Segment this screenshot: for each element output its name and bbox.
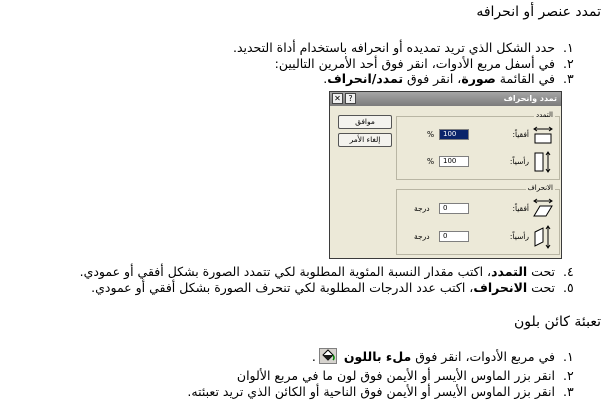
step-fill-2 [237, 368, 577, 383]
close-icon[interactable]: ✕ [332, 93, 343, 104]
menu-name-image: صورة [461, 71, 496, 86]
section-title-fill-color: تعبئة كائن بلون [513, 314, 601, 330]
step-text: . [311, 349, 316, 364]
skew-horizontal-unit: درجة [414, 204, 430, 213]
skew-horizontal-input[interactable]: 0 [439, 203, 469, 214]
stretch-vertical-label: رأسياً: [509, 157, 529, 166]
skew-horizontal-icon [532, 198, 554, 218]
skew-vertical-label: رأسياً: [509, 232, 529, 241]
stretch-horizontal-icon [532, 126, 554, 144]
step-number: ٢. [563, 368, 574, 383]
step-text: في القائمة [495, 71, 555, 86]
step-3 [323, 71, 577, 86]
step-4 [80, 264, 577, 279]
step-number: ٥. [563, 280, 574, 295]
step-1 [233, 40, 577, 55]
command-stretch-skew: تمدد/انحراف [327, 71, 404, 86]
skew-vertical-icon [534, 224, 552, 250]
step-text: انقر بزر الماوس الأيسر أو الأيمن فوق الناحية أو الكائن الذي تريد تعبئته. [187, 384, 555, 399]
stretch-horizontal-label: أفقياً: [512, 130, 529, 139]
step-number: ١. [563, 40, 574, 55]
step-number: ٤. [563, 264, 574, 279]
step-number: ١. [563, 349, 574, 364]
skew-vertical-unit: درجة [414, 232, 430, 241]
step-text: تحت [527, 280, 555, 295]
skew-group [396, 184, 560, 255]
section-title-stretch-skew: تمدد عنصر أو انحرافه [476, 4, 601, 20]
step-text: حدد الشكل الذي تريد تمديده أو انحرافه باستخدام أداة التحديد. [232, 40, 555, 55]
stretch-group-label: التمدد [535, 111, 553, 119]
ok-button[interactable]: موافق [338, 115, 392, 129]
step-5 [91, 280, 577, 295]
step-text: ، اكتب مقدار النسبة المئوية المطلوبة لكي تتمدد الصورة بشكل أفقي أو عمودي. [79, 264, 492, 279]
step-text: في مربع الأدوات، انقر فوق [411, 349, 555, 364]
stretch-group [396, 111, 560, 180]
term-stretch: التمدد [491, 264, 528, 279]
step-text: تحت [527, 264, 555, 279]
step-text: ، اكتب عدد الدرجات المطلوبة لكي تنحرف الصورة بشكل أفقي أو عمودي. [91, 280, 474, 295]
step-text: في أسفل مربع الأدوات، انقر فوق أحد الأمرين التاليين: [274, 56, 555, 71]
cancel-button[interactable]: إلغاء الأمر [338, 133, 392, 147]
step-fill-3 [187, 384, 577, 399]
stretch-skew-dialog [329, 91, 562, 259]
step-number: ٣. [563, 71, 574, 86]
step-number: ٢. [563, 56, 574, 71]
step-text: . [323, 71, 328, 86]
stretch-horizontal-unit: % [427, 130, 435, 139]
help-icon[interactable]: ? [345, 93, 356, 104]
step-2 [275, 56, 577, 71]
skew-horizontal-label: أفقياً: [512, 204, 529, 213]
stretch-vertical-input[interactable]: 100 [439, 156, 469, 167]
stretch-horizontal-input[interactable]: 100 [439, 129, 469, 140]
dialog-title: تمدد وانحراف [503, 94, 557, 103]
stretch-vertical-icon [534, 150, 552, 174]
stretch-vertical-unit: % [427, 157, 435, 166]
term-skew: الانحراف [473, 280, 528, 295]
step-text: ، انقر فوق [403, 71, 462, 86]
step-number: ٣. [563, 384, 574, 399]
step-text: انقر بزر الماوس الأيسر أو الأيمن فوق لون ما في مربع الألوان [236, 368, 555, 383]
skew-group-label: الانحراف [527, 184, 553, 192]
step-fill-1 [312, 348, 577, 367]
dialog-titlebar [330, 92, 561, 106]
fill-bucket-icon [319, 348, 337, 367]
tool-fill-with-color: ملء باللون [343, 349, 412, 364]
skew-vertical-input[interactable]: 0 [439, 231, 469, 242]
